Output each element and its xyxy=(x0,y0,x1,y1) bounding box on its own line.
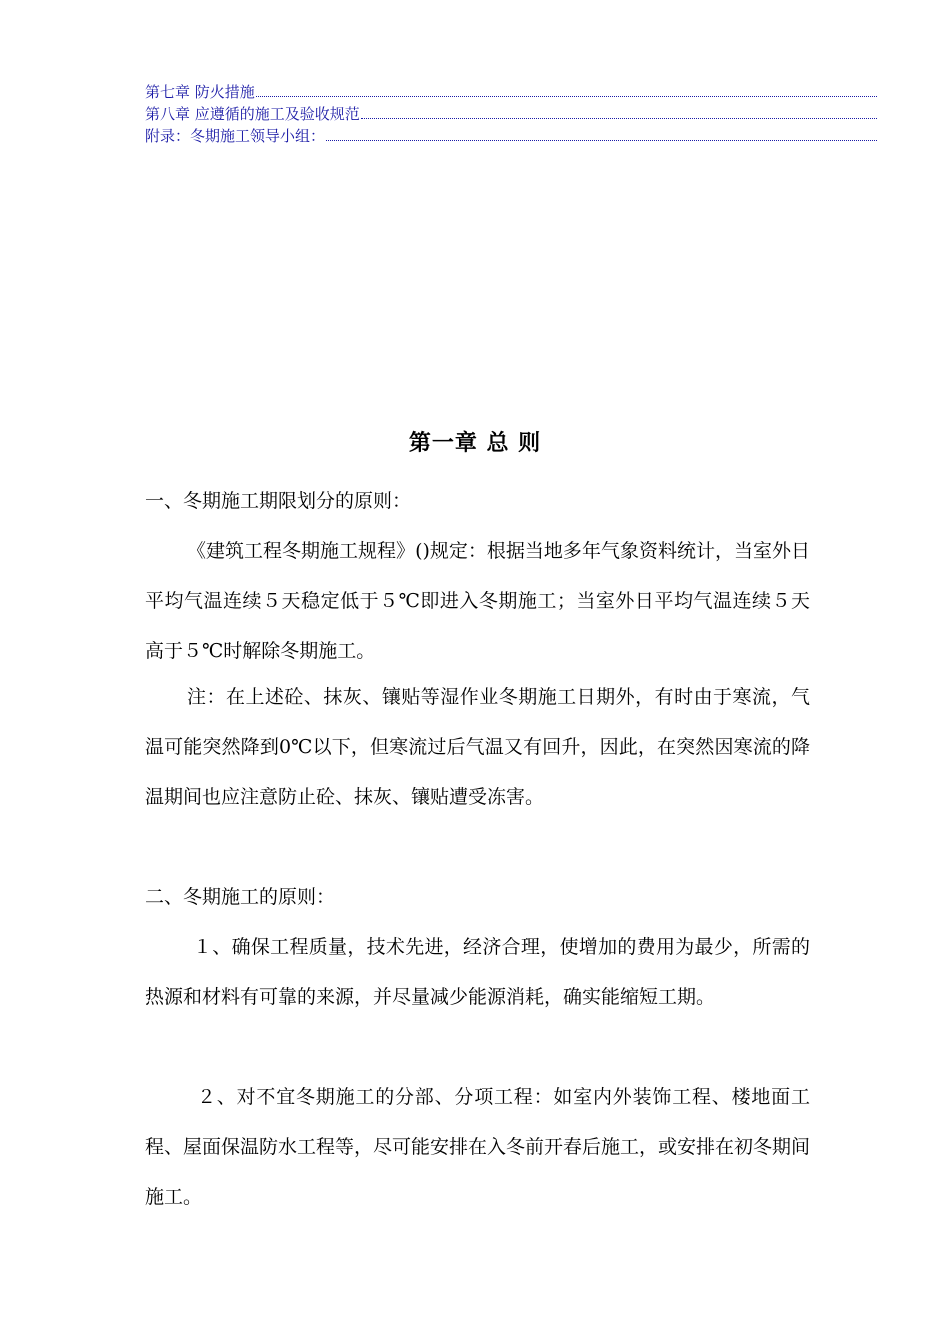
chapter-title: 第一章 总 则 xyxy=(408,430,542,456)
toc-entry-label: 第七章 防火措施 xyxy=(145,83,255,101)
toc-entry-label: 附录：冬期施工领导小组： xyxy=(145,127,326,145)
toc-dot-leader xyxy=(326,140,877,141)
toc-entry-chapter-7[interactable] xyxy=(145,80,877,102)
section-heading-1: 一、冬期施工期限划分的原则： xyxy=(145,490,412,512)
toc-dot-leader xyxy=(256,96,877,97)
paragraph-principle-2: ２、对不宜冬期施工的分部、分项工程：如室内外装饰工程、楼地面工程、屋面保温防水工程等，尽可能安排在入冬前开春后施工，或安排在初冬期间施工。 xyxy=(145,1086,811,1208)
toc-dot-leader xyxy=(361,118,877,119)
toc-entry-label: 第八章 应遵循的施工及验收规范 xyxy=(145,105,360,123)
toc-entry-chapter-8[interactable] xyxy=(145,102,877,124)
paragraph-note: 注：在上述砼、抹灰、镶贴等湿作业冬期施工日期外，有时由于寒流，气温可能突然降到0℃以下，但寒流过后气温又有回升，因此，在突然因寒流的降温期间也应注意防止砼、抹灰、镶贴遭受冻害。 xyxy=(145,686,810,808)
paragraph-principle-1: １、确保工程质量，技术先进，经济合理，使增加的费用为最少，所需的热源和材料有可靠的来源，并尽量减少能源消耗，确实能缩短工期。 xyxy=(145,936,810,1008)
toc-entry-appendix[interactable] xyxy=(145,124,877,146)
section-heading-2: 二、冬期施工的原则： xyxy=(145,886,336,908)
table-of-contents xyxy=(145,80,877,146)
paragraph-regulation: 《建筑工程冬期施工规程》()规定：根据当地多年气象资料统计，当室外日平均气温连续５天稳定低于５℃即进入冬期施工；当室外日平均气温连续５天高于５℃时解除冬期施工。 xyxy=(145,540,810,662)
